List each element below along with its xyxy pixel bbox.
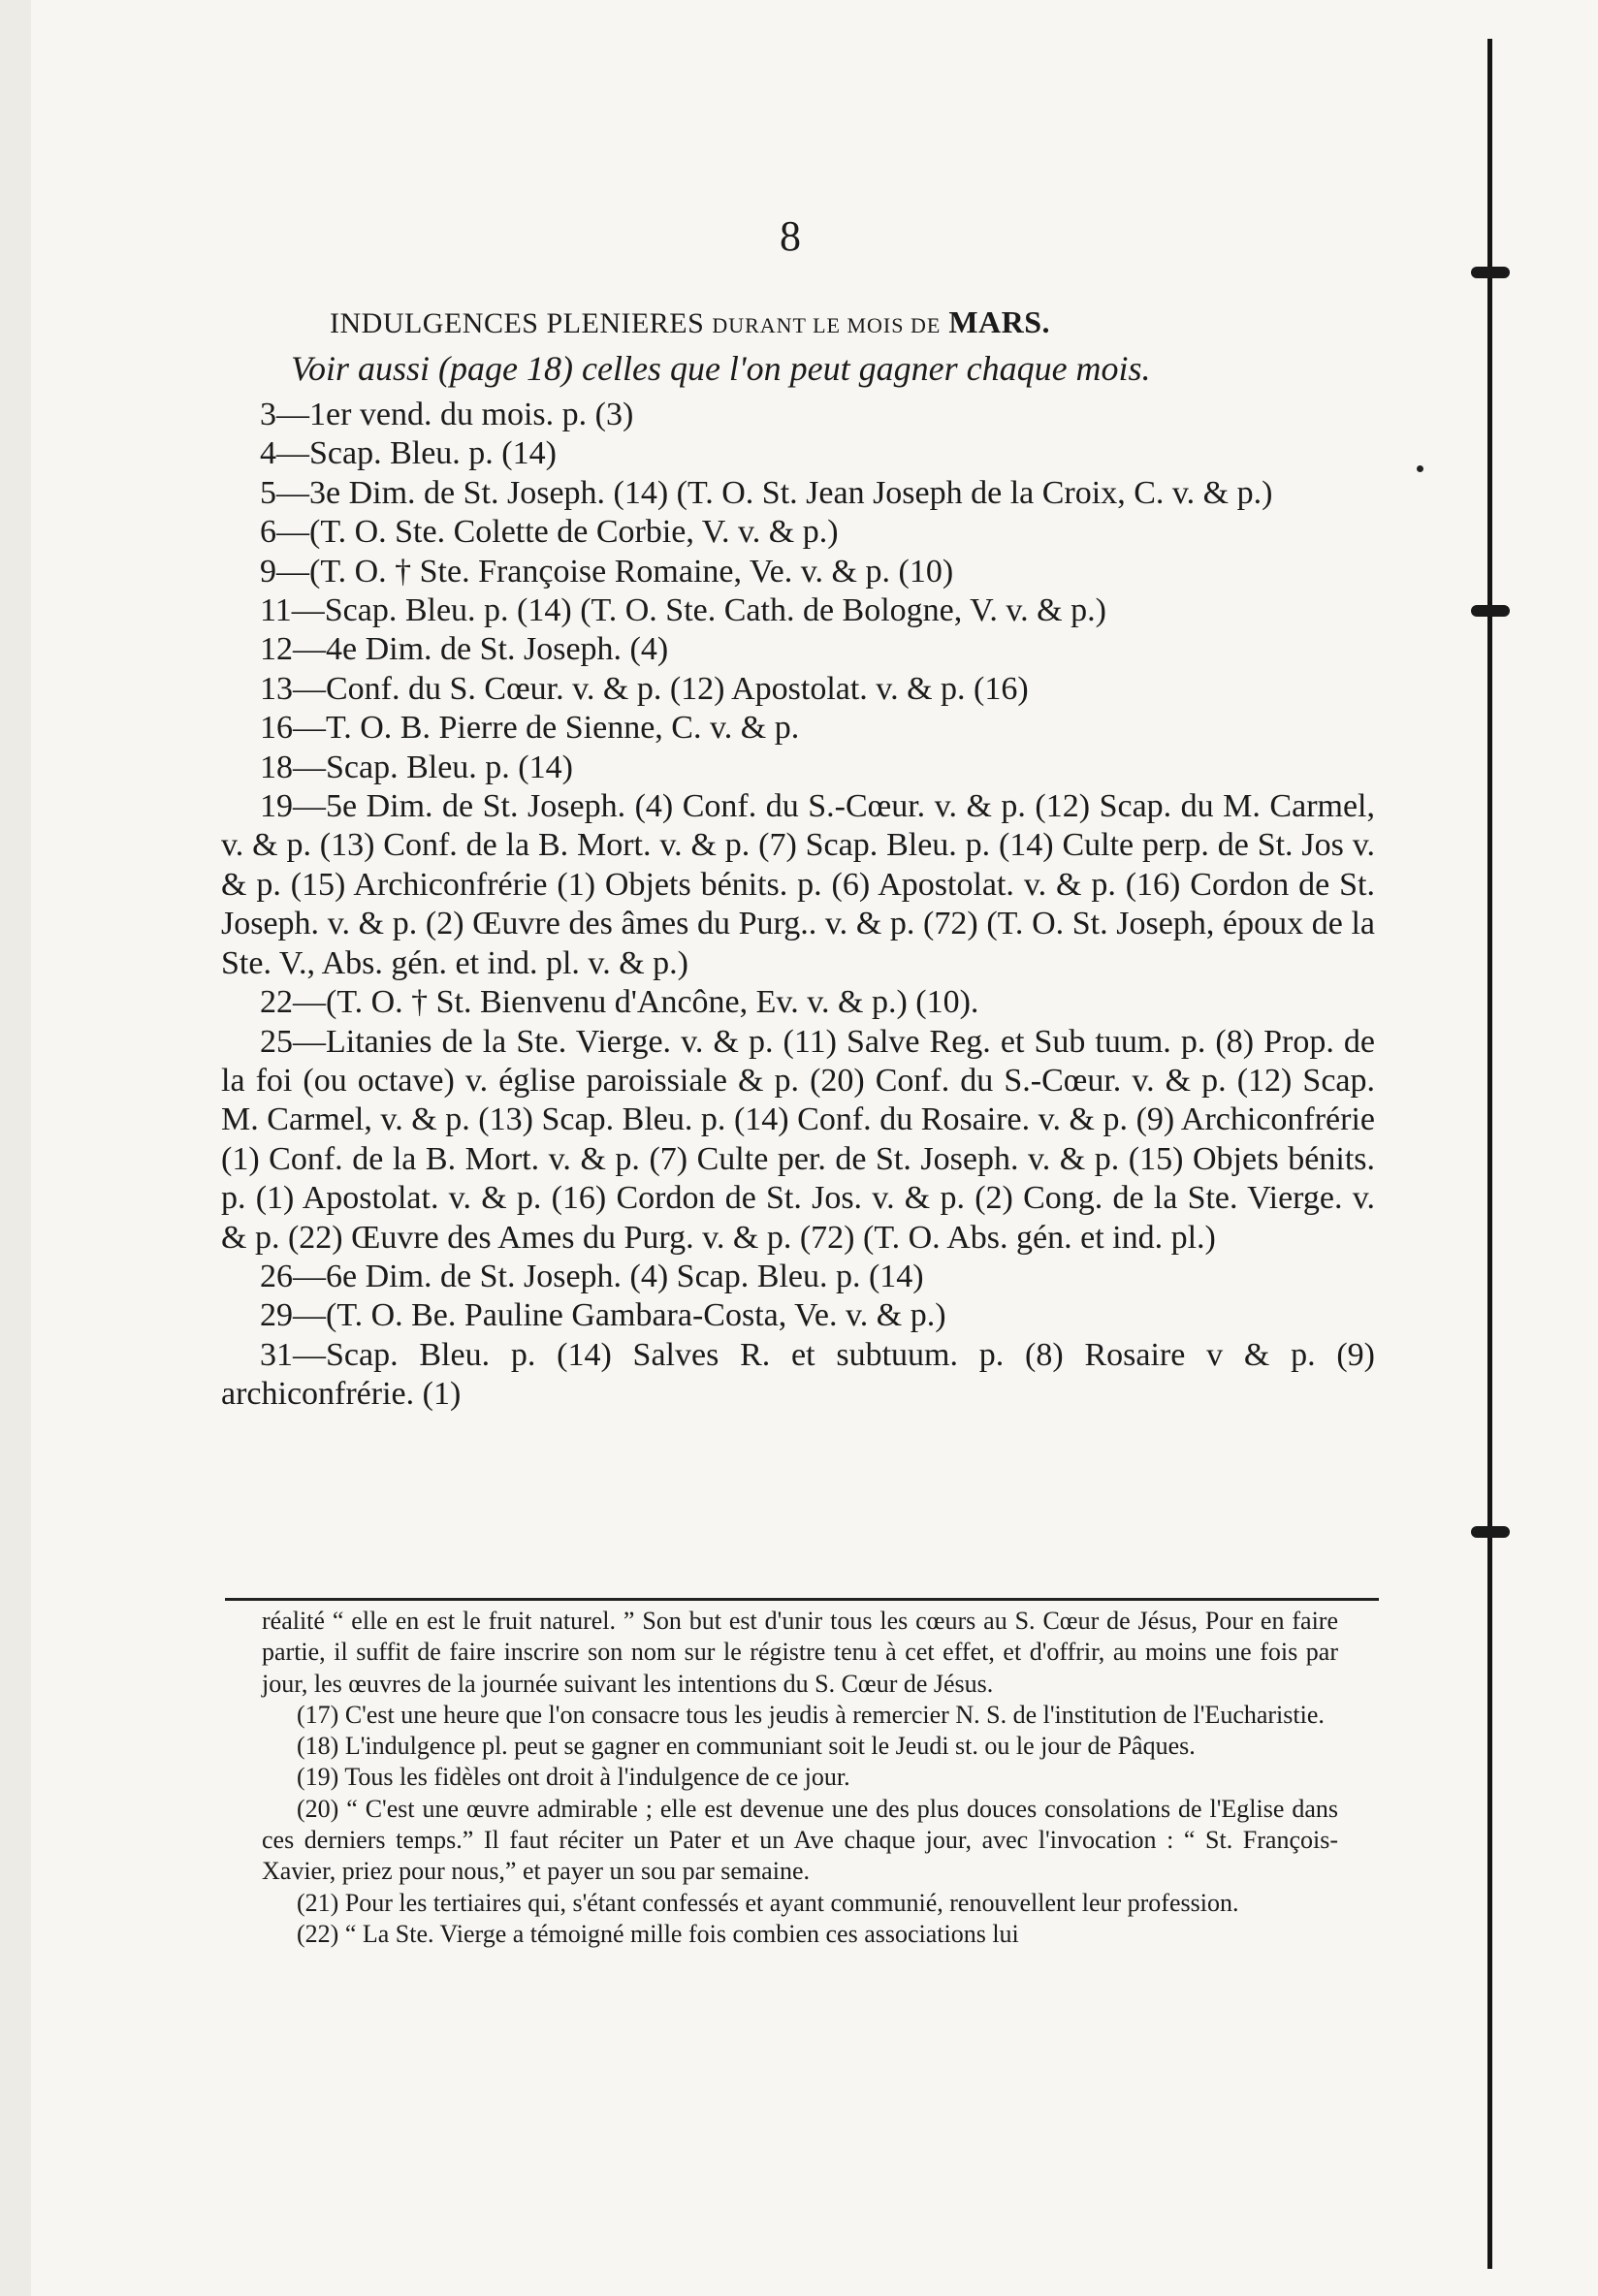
page-subtitle: Voir aussi (page 18) celles que l'on peut gagner chaque mois. xyxy=(291,349,1151,388)
page-edge xyxy=(0,0,31,2296)
binding-stitch xyxy=(1471,605,1510,617)
list-item: 19—5e Dim. de St. Joseph. (4) Conf. du S.-Cœur. v. & p. (12) Scap. du M. Carmel, v. & p. (13) Conf. de la B. Mort. v. & p. (7) Scap. Bleu. p. (14) Culte perp. de St. Jos v. & p. (15) Archiconfrérie (1) Objets bénits. p. (6) Apostolat. v. & p. (16) Cordon de St. Joseph. v. & p. (2) Œuvre des âmes du Purg.. v. & p. (72) (T. O. St. Joseph, époux de la Ste. V., Abs. gén. et ind. pl. v. & p.) xyxy=(221,788,1375,981)
list-item: 18—Scap. Bleu. p. (14) xyxy=(260,749,573,785)
title-small-caps: DURANT LE MOIS DE xyxy=(712,313,942,337)
title-month: MARS. xyxy=(948,304,1051,339)
list-item: 16—T. O. B. Pierre de Sienne, C. v. & p. xyxy=(260,710,800,747)
list-item: 29—(T. O. Be. Pauline Gambara-Costa, Ve. v. & p.) xyxy=(260,1297,946,1334)
footnotes xyxy=(262,1606,1338,1950)
footnote: (22) “ La Ste. Vierge a témoigné mille fois combien ces associations lui xyxy=(297,1919,1019,1948)
list-item: 13—Conf. du S. Cœur. v. & p. (12) Apostolat. v. & p. (16) xyxy=(260,670,1029,707)
list-item: 6—(T. O. Ste. Colette de Corbie, V. v. & p.) xyxy=(260,514,839,551)
title-main: INDULGENCES PLENIERES xyxy=(330,307,705,339)
binding-stitch xyxy=(1471,1526,1510,1538)
footnote: (21) Pour les tertiaires qui, s'étant confessés et ayant communié, renouvellent leur profession. xyxy=(297,1888,1239,1917)
footnote: (17) C'est une heure que l'on consacre tous les jeudis à remercier N. S. de l'institution de l'Eucharistie. xyxy=(297,1700,1325,1729)
footnote-divider xyxy=(225,1598,1379,1601)
list-item: 4—Scap. Bleu. p. (14) xyxy=(260,435,557,472)
indulgence-list xyxy=(221,396,1375,1415)
list-item: 31—Scap. Bleu. p. (14) Salves R. et subtuum. p. (8) Rosaire v & p. (9) archiconfrérie. (1) xyxy=(221,1336,1375,1413)
list-item: 9—(T. O. † Ste. Françoise Romaine, Ve. v. & p. (10) xyxy=(260,553,954,590)
binding-thread xyxy=(1487,39,1492,2269)
list-item: 11—Scap. Bleu. p. (14) (T. O. Ste. Cath. de Bologne, V. v. & p.) xyxy=(260,592,1106,629)
list-item: 12—4e Dim. de St. Joseph. (4) xyxy=(260,631,669,668)
binding-stitch xyxy=(1471,267,1510,278)
page-title xyxy=(330,303,1241,345)
page-number: 8 xyxy=(780,212,801,260)
list-item: 26—6e Dim. de St. Joseph. (4) Scap. Bleu. p. (14) xyxy=(260,1258,924,1294)
list-item: 3—1er vend. du mois. p. (3) xyxy=(260,397,634,432)
list-item: 22—(T. O. † St. Bienvenu d'Ancône, Ev. v. & p.) (10). xyxy=(260,984,979,1021)
footnote: réalité “ elle en est le fruit naturel. ” Son but est d'unir tous les cœurs au S. Cœur de Jésus, Pour en faire partie, il suffit de faire inscrire son nom sur le régistre tenu à cet effet, et d'offrir, au moins une fois par jour, les œuvres de la journée suivant les intentions du S. Cœur de Jésus. xyxy=(262,1607,1338,1698)
ink-spot xyxy=(1417,465,1423,472)
footnote: (18) L'indulgence pl. peut se gagner en communiant soit le Jeudi st. ou le jour de Pâques. xyxy=(297,1732,1196,1761)
list-item: 5—3e Dim. de St. Joseph. (14) (T. O. St. Jean Joseph de la Croix, C. v. & p.) xyxy=(260,474,1273,511)
footnote: (20) “ C'est une œuvre admirable ; elle est devenue une des plus douces consolations de l'Eglise dans ces derniers temps.” Il faut réciter un Pater et un Ave chaque jour, avec l'invocation : “ St. François-Xavier, priez pour nous,” et payer un sou par semaine. xyxy=(262,1794,1338,1886)
list-item: 25—Litanies de la Ste. Vierge. v. & p. (11) Salve Reg. et Sub tuum. p. (8) Prop. de la foi (ou octave) v. église paroissiale & p. (20) Conf. du S.-Cœur. v. & p. (12) Scap. M. Carmel, v. & p. (13) Scap. Bleu. p. (14) Conf. du Rosaire. v. & p. (9) Archiconfrérie (1) Conf. de la B. Mort. v. & p. (7) Culte per. de St. Joseph. v. & p. (15) Objets bénits. p. (1) Apostolat. v. & p. (16) Cordon de St. Jos. v. & p. (2) Cong. de la Ste. Vierge. v. & p. (22) Œuvre des Ames du Purg. v. & p. (72) (T. O. Abs. gén. et ind. pl.) xyxy=(221,1023,1375,1256)
footnote: (19) Tous les fidèles ont droit à l'indulgence de ce jour. xyxy=(297,1763,850,1792)
